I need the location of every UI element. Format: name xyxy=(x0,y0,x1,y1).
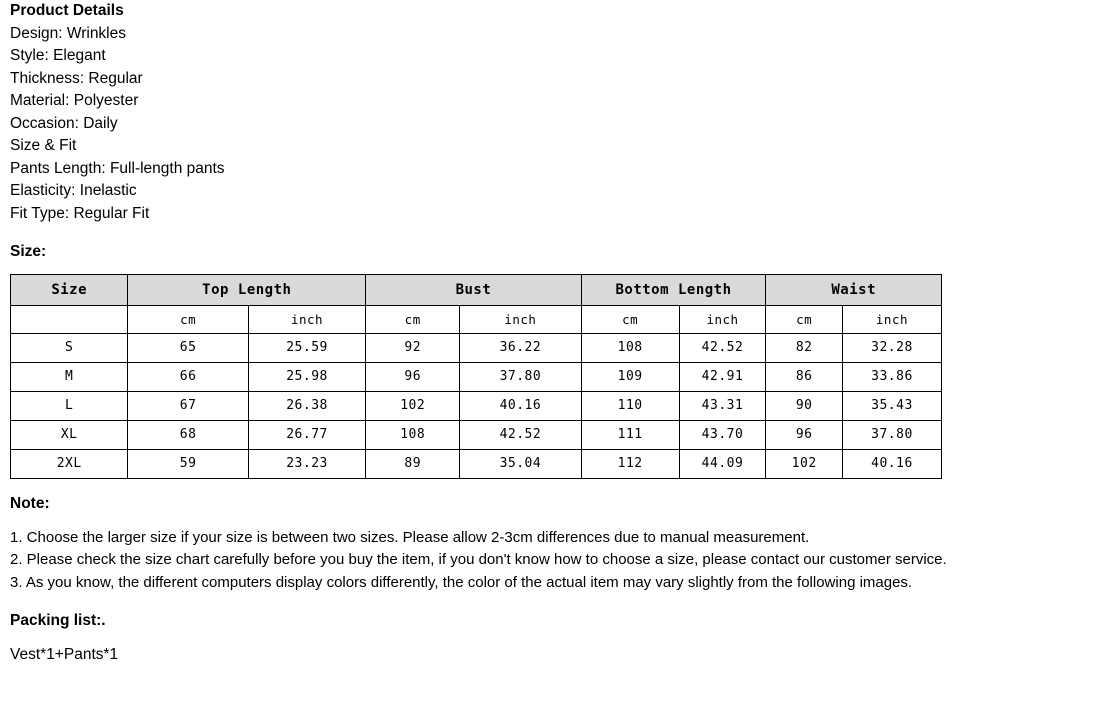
cell-bottom-length-cm: 109 xyxy=(581,362,679,391)
spec-style: Style: Elegant xyxy=(10,47,106,64)
unit-bust-inch: inch xyxy=(460,305,581,333)
cell-waist-inch: 37.80 xyxy=(842,420,941,449)
cell-size: S xyxy=(11,333,128,362)
cell-bottom-length-cm: 108 xyxy=(581,333,679,362)
cell-waist-cm: 86 xyxy=(766,362,843,391)
cell-waist-inch: 33.86 xyxy=(842,362,941,391)
cell-size: XL xyxy=(11,420,128,449)
note-line-2: 2. Please check the size chart carefully before you buy the item, if you don't know how to choose a size, please contact our customer service. xyxy=(10,551,947,568)
table-unit-row xyxy=(11,305,942,333)
cell-bust-cm: 108 xyxy=(366,420,460,449)
product-details-section xyxy=(0,0,1108,225)
cell-waist-inch: 35.43 xyxy=(842,391,941,420)
size-chart-body xyxy=(11,305,942,478)
size-section-heading-wrap xyxy=(0,241,1108,264)
cell-size: 2XL xyxy=(11,449,128,478)
cell-bust-inch: 40.16 xyxy=(460,391,581,420)
packing-list-content: Vest*1+Pants*1 xyxy=(10,646,119,663)
product-details-title: Product Details xyxy=(10,2,124,19)
cell-bottom-length-cm: 112 xyxy=(581,449,679,478)
cell-waist-inch: 40.16 xyxy=(842,449,941,478)
spec-material: Material: Polyester xyxy=(10,92,139,109)
cell-top-length-inch: 26.77 xyxy=(248,420,365,449)
unit-bottom-length-cm: cm xyxy=(581,305,679,333)
cell-bust-inch: 35.04 xyxy=(460,449,581,478)
table-header-row xyxy=(11,274,942,305)
size-chart-header xyxy=(11,274,942,305)
cell-bottom-length-inch: 44.09 xyxy=(679,449,766,478)
unit-waist-cm: cm xyxy=(766,305,843,333)
cell-top-length-cm: 65 xyxy=(128,333,248,362)
size-chart-table xyxy=(10,274,942,479)
note-section xyxy=(0,493,1108,595)
cell-bottom-length-inch: 43.70 xyxy=(679,420,766,449)
unit-bust-cm: cm xyxy=(366,305,460,333)
table-row xyxy=(11,391,942,420)
cell-waist-cm: 90 xyxy=(766,391,843,420)
cell-bust-cm: 102 xyxy=(366,391,460,420)
cell-bust-inch: 42.52 xyxy=(460,420,581,449)
cell-bust-cm: 92 xyxy=(366,333,460,362)
cell-bust-cm: 89 xyxy=(366,449,460,478)
cell-bottom-length-inch: 42.91 xyxy=(679,362,766,391)
cell-size: L xyxy=(11,391,128,420)
note-title: Note: xyxy=(10,494,50,512)
unit-top-length-inch: inch xyxy=(248,305,365,333)
cell-bottom-length-inch: 43.31 xyxy=(679,391,766,420)
table-row xyxy=(11,420,942,449)
cell-top-length-inch: 25.59 xyxy=(248,333,365,362)
unit-top-length-cm: cm xyxy=(128,305,248,333)
cell-top-length-inch: 26.38 xyxy=(248,391,365,420)
table-row xyxy=(11,333,942,362)
cell-bottom-length-cm: 111 xyxy=(581,420,679,449)
cell-top-length-cm: 59 xyxy=(128,449,248,478)
spec-thickness: Thickness: Regular xyxy=(10,69,143,87)
header-top-length: Top Length xyxy=(128,274,366,305)
cell-size: M xyxy=(11,362,128,391)
spec-design: Design: Wrinkles xyxy=(10,24,127,42)
table-row xyxy=(11,449,942,478)
header-size: Size xyxy=(11,274,128,305)
cell-waist-cm: 96 xyxy=(766,420,843,449)
spec-pants-length: Pants Length: Full-length pants xyxy=(10,159,225,177)
note-line-3: 3. As you know, the different computers display colors differently, the color of the actual item may vary slightly from the following images. xyxy=(10,573,913,591)
cell-top-length-cm: 68 xyxy=(128,420,248,449)
cell-bust-inch: 36.22 xyxy=(460,333,581,362)
unit-blank xyxy=(11,305,128,333)
spec-size-and-fit: Size & Fit xyxy=(10,137,77,154)
size-section-title: Size: xyxy=(10,243,47,260)
cell-bottom-length-inch: 42.52 xyxy=(679,333,766,362)
header-bust: Bust xyxy=(366,274,581,305)
header-waist: Waist xyxy=(766,274,942,305)
note-line-1: 1. Choose the larger size if your size is between two sizes. Please allow 2-3cm differences due to manual measurement. xyxy=(10,528,810,546)
packing-section xyxy=(0,610,1108,666)
cell-top-length-inch: 23.23 xyxy=(248,449,365,478)
cell-top-length-inch: 25.98 xyxy=(248,362,365,391)
cell-top-length-cm: 67 xyxy=(128,391,248,420)
cell-bust-inch: 37.80 xyxy=(460,362,581,391)
header-bottom-length: Bottom Length xyxy=(581,274,766,305)
spec-fit-type: Fit Type: Regular Fit xyxy=(10,204,150,222)
unit-bottom-length-inch: inch xyxy=(679,305,766,333)
cell-top-length-cm: 66 xyxy=(128,362,248,391)
spec-elasticity: Elasticity: Inelastic xyxy=(10,182,137,199)
cell-waist-cm: 82 xyxy=(766,333,843,362)
spec-occasion: Occasion: Daily xyxy=(10,114,118,132)
packing-list-title: Packing list:. xyxy=(10,612,106,629)
table-row xyxy=(11,362,942,391)
cell-bottom-length-cm: 110 xyxy=(581,391,679,420)
cell-waist-cm: 102 xyxy=(766,449,843,478)
cell-waist-inch: 32.28 xyxy=(842,333,941,362)
cell-bust-cm: 96 xyxy=(366,362,460,391)
unit-waist-inch: inch xyxy=(842,305,941,333)
